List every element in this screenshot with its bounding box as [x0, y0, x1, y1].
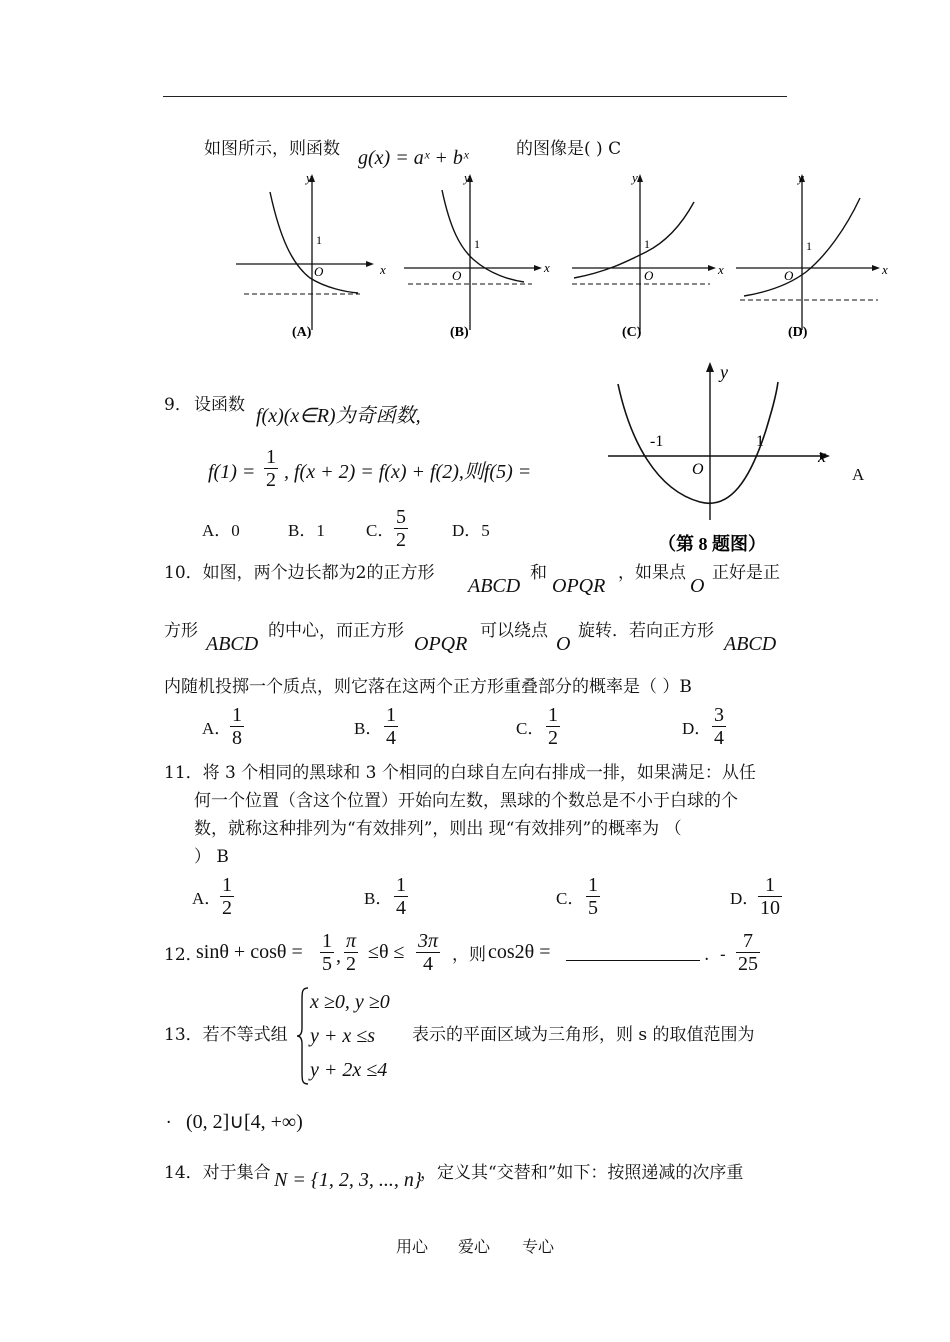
q9-fig-tick-pos: 1 — [756, 433, 764, 450]
q10-opt-d-den: 4 — [714, 727, 724, 749]
graph-b-x-label: x — [544, 260, 550, 275]
q8-stem-post: 的图像是( ) C — [516, 139, 622, 159]
graph-b — [404, 170, 550, 340]
q9-fig-origin: O — [692, 461, 704, 478]
q11-opt-b-frac — [394, 874, 408, 919]
q9-option-b: B．1 — [288, 521, 325, 540]
q12-f2-num: π — [346, 930, 357, 952]
q12-num: 12． — [164, 945, 203, 965]
graph-c-origin: O — [644, 268, 654, 283]
q10-opt-c-label: C． — [516, 719, 545, 738]
q14-post: ，定义其“交替和”如下：按照递减的次序重 — [420, 1163, 744, 1183]
graph-c-tick: 1 — [644, 237, 650, 251]
q12-mid: ，则 — [452, 945, 486, 965]
graph-a-label: (A) — [292, 325, 312, 340]
q9-fig-caption: （第 8 题图） — [658, 534, 766, 554]
q10-line2-sq3: ABCD — [724, 633, 777, 655]
q11-line2: 何一个位置（含这个位置）开始向左数，黑球的个数总是不小于白球的个 — [194, 791, 738, 811]
q9-answer: A — [852, 465, 865, 484]
graph-d-y-label: y — [798, 170, 804, 185]
q12-f3-frac — [416, 930, 440, 975]
q11-opt-d-den: 10 — [760, 897, 780, 919]
footer-3: 专心 — [522, 1237, 555, 1256]
q8-graphs — [230, 168, 890, 348]
graph-d — [736, 170, 888, 340]
q12-f2-frac — [344, 930, 358, 975]
q10-line2-pre: 方形 — [164, 621, 198, 641]
q10-sq1: ABCD — [468, 575, 521, 597]
q14-set: N = {1, 2, 3, ..., n} — [274, 1169, 422, 1191]
q9-option-c-num: 5 — [396, 506, 406, 528]
q12-f1-frac — [320, 930, 334, 975]
graph-b-y-label: y — [464, 170, 470, 185]
q9-fig-y-label: y — [720, 362, 728, 382]
q10-opt-d-frac — [712, 704, 726, 749]
q13-post: 表示的平面区域为三角形，则 s 的取值范围为 — [412, 1025, 755, 1045]
q9-formula2-pre: f(1) = — [208, 461, 256, 483]
q12-f3-den: 4 — [423, 953, 434, 975]
q10-line1-post: 正好是正 — [712, 563, 780, 583]
q13-pre: 13．若不等式组 — [164, 1025, 288, 1045]
q10-opt-a-den: 8 — [232, 727, 242, 749]
q10-opt-a-label: A． — [202, 719, 232, 738]
q9-option-c-frac — [394, 506, 408, 551]
q11-opt-d-num: 1 — [758, 874, 782, 897]
q13-ineq3: y + 2x ≤4 — [310, 1059, 388, 1081]
q11-opt-c-den: 5 — [588, 897, 598, 919]
q8-formula: g(x) = aˣ + bˣ — [358, 147, 469, 169]
q11-opt-a-frac — [220, 874, 234, 919]
q9-formula2-post: , f(x + 2) = f(x) + f(2),则f(5) = — [284, 461, 532, 483]
q12-f1-num: 1 — [322, 930, 332, 952]
q9-frac-num: 1 — [266, 446, 276, 468]
q11-opt-a-num: 1 — [222, 874, 232, 896]
q11-line3: 数，就称这种排列为“有效排列”，则出 现“有效排列”的概率为 （ — [194, 819, 682, 839]
q12-comma: , — [336, 945, 341, 967]
graph-b-tick: 1 — [474, 237, 480, 251]
q10-opt-c-num: 1 — [548, 704, 558, 726]
q9-frac-half — [264, 446, 278, 491]
q10-opt-c-den: 2 — [548, 727, 558, 749]
q12-f4: cos2θ = — [488, 941, 551, 963]
q9-option-c-den: 2 — [396, 529, 406, 551]
q12-f1-den: 5 — [322, 953, 332, 975]
graph-a — [236, 170, 386, 340]
q10-line3: 内随机投掷一个质点，则它落在这两个正方形重叠部分的概率是（ ）B — [164, 677, 692, 697]
q10-opt-b-den: 4 — [386, 727, 396, 749]
q10-line2-mid: 的中心，而正方形 — [268, 621, 404, 641]
q11-line4: ） B — [194, 847, 229, 867]
q11-opt-b-num: 1 — [396, 874, 406, 896]
q9-num: 9． — [164, 395, 192, 415]
q11-opt-c-num: 1 — [588, 874, 598, 896]
q12-f3: ≤θ ≤ — [368, 941, 405, 963]
q11-opt-c-label: C． — [556, 889, 585, 908]
q9-option-d: D．5 — [452, 521, 490, 540]
graph-c — [572, 170, 724, 340]
q9-fig-tick-neg: -1 — [650, 433, 664, 450]
graph-c-y-label: y — [632, 170, 638, 185]
q14-pre: 14．对于集合 — [164, 1163, 271, 1183]
q12-f2-den: 2 — [346, 953, 357, 975]
q10-opt-a-frac — [230, 704, 244, 749]
q11-opt-d-frac — [758, 874, 782, 919]
q11-opt-b-den: 4 — [396, 897, 406, 919]
graph-c-x-label: x — [718, 262, 724, 277]
q9-figure — [600, 360, 840, 560]
q12-f1: sinθ + cosθ = — [196, 941, 303, 963]
footer-2: 爱心 — [458, 1237, 491, 1256]
q10-line2-pt: O — [556, 633, 571, 655]
q9-option-a: A．0 — [202, 521, 240, 540]
q10-line1-pre: 10．如图，两个边长都为2的正方形 — [164, 563, 435, 583]
q13-answer: (0, 2]∪[4, +∞) — [186, 1111, 303, 1133]
graph-d-tick: 1 — [806, 239, 812, 253]
graph-a-origin: O — [314, 264, 324, 279]
q13-ineq1: x ≥0, y ≥0 — [310, 991, 390, 1013]
q10-opt-a-num: 1 — [232, 704, 242, 726]
q12-ans-frac — [736, 930, 760, 975]
graph-d-label: (D) — [788, 325, 808, 340]
graph-d-origin: O — [784, 268, 794, 283]
q13-brace — [296, 986, 310, 1086]
q12-ans-sign: - — [720, 945, 726, 964]
q12-ans-num: 7 — [736, 930, 760, 953]
q10-and: 和 — [530, 563, 547, 583]
q10-opt-b-frac — [384, 704, 398, 749]
q8-stem-pre: 如图所示，则函数 — [204, 139, 340, 159]
q11-opt-c-frac — [586, 874, 600, 919]
q12-f3-num: 3π — [418, 930, 439, 952]
graph-b-label: (B) — [450, 325, 469, 340]
graph-a-x-label: x — [380, 262, 386, 277]
q9-formula1: f(x)(x∈R)为奇函数, — [256, 405, 421, 427]
q13-bullet: · — [166, 1113, 172, 1133]
graph-b-origin: O — [452, 268, 462, 283]
q10-opt-d-num: 3 — [714, 704, 724, 726]
q9-stem: 设函数 — [194, 395, 245, 415]
q10-opt-b-label: B． — [354, 719, 383, 738]
q9-fig-x-label: x — [818, 446, 826, 466]
header-rule — [163, 96, 787, 97]
q10-line2-sq2: OPQR — [414, 633, 468, 655]
q12-dot: . — [704, 945, 710, 965]
q10-line1-mid: ，如果点 — [618, 563, 686, 583]
q12-answer-blank[interactable] — [566, 942, 700, 961]
q13-ineq2: y + x ≤s — [310, 1025, 376, 1047]
q10-sq2: OPQR — [552, 575, 606, 597]
q11-opt-b-label: B． — [364, 889, 393, 908]
q9-frac-den: 2 — [266, 469, 276, 491]
q12-ans-den: 25 — [738, 953, 758, 975]
q9-option-c: C． — [366, 521, 395, 540]
q10-pt: O — [690, 575, 705, 597]
q11-line1: 11．将 3 个相同的黑球和 3 个相同的白球自左向右排成一排，如果满足：从任 — [164, 763, 756, 783]
q10-line2-post: 旋转．若向正方形 — [578, 621, 714, 641]
q11-opt-a-label: A． — [192, 889, 222, 908]
graph-a-tick: 1 — [316, 233, 322, 247]
footer-1: 用心 — [396, 1237, 429, 1256]
graph-d-x-label: x — [882, 262, 888, 277]
q10-opt-c-frac — [546, 704, 560, 749]
q11-opt-d-label: D． — [730, 889, 760, 908]
q10-opt-d-label: D． — [682, 719, 712, 738]
q11-opt-a-den: 2 — [222, 897, 232, 919]
q10-opt-b-num: 1 — [386, 704, 396, 726]
graph-c-label: (C) — [622, 325, 642, 340]
q10-line2-mid2: 可以绕点 — [480, 621, 548, 641]
q10-line2-sq1: ABCD — [206, 633, 259, 655]
graph-a-y-label: y — [306, 170, 312, 185]
